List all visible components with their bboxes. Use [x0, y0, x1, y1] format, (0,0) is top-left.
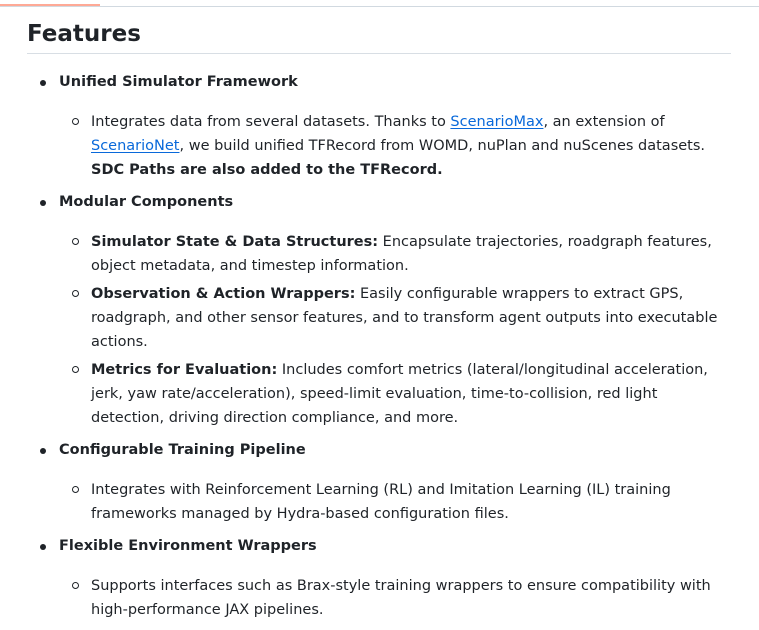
disc-bullet-icon — [40, 448, 46, 454]
scenarionet-link[interactable]: ScenarioNet — [91, 138, 180, 154]
sub-item — [59, 478, 731, 526]
sub-item-text: , an extension of — [543, 114, 665, 130]
feature-item — [27, 190, 731, 430]
sub-item-label: Observation & Action Wrappers: — [91, 286, 356, 302]
feature-item — [27, 534, 731, 622]
feature-sublist — [59, 574, 731, 622]
disc-bullet-icon — [40, 544, 46, 550]
scenariomax-link[interactable]: ScenarioMax — [450, 114, 544, 130]
feature-item — [27, 438, 731, 526]
sub-item-text: Easily configurable wrappers to extract GPS, roadgraph, and other sensor features, and to transform agent outputs into executable actions. — [91, 286, 718, 350]
feature-title: Configurable Training Pipeline — [59, 442, 306, 458]
circle-bullet-icon — [72, 486, 79, 493]
sub-item — [59, 574, 731, 622]
sub-item — [59, 358, 731, 430]
sub-item-text: Integrates data from several datasets. Thanks to — [91, 114, 451, 130]
feature-sublist — [59, 230, 731, 430]
circle-bullet-icon — [72, 238, 79, 245]
sub-item-text: Encapsulate trajectories, roadgraph features, object metadata, and timestep information. — [91, 234, 712, 274]
circle-bullet-icon — [72, 118, 79, 125]
circle-bullet-icon — [72, 582, 79, 589]
top-divider — [0, 6, 759, 7]
feature-sublist — [59, 110, 731, 182]
sub-item-label: Simulator State & Data Structures: — [91, 234, 379, 250]
feature-title: Modular Components — [59, 194, 234, 210]
features-list — [27, 70, 731, 622]
feature-sublist — [59, 478, 731, 526]
sub-item — [59, 110, 731, 182]
sub-item — [59, 282, 731, 354]
page-title: Features — [27, 18, 731, 54]
circle-bullet-icon — [72, 366, 79, 373]
feature-title: Flexible Environment Wrappers — [59, 538, 317, 554]
sub-item — [59, 230, 731, 278]
disc-bullet-icon — [40, 80, 46, 86]
sub-item-text: Includes comfort metrics (lateral/longitudinal acceleration, jerk, yaw rate/acceleration), speed-limit evaluation, time-to-collision, red light detection, driving direction compliance, and more. — [91, 362, 708, 426]
sub-item-text: Integrates with Reinforcement Learning (RL) and Imitation Learning (IL) training frameworks managed by Hydra-based configuration files. — [91, 482, 671, 522]
sub-item-text: , we build unified TFRecord from WOMD, nuPlan and nuScenes datasets. — [179, 138, 706, 154]
sub-item-text: Supports interfaces such as Brax-style training wrappers to ensure compatibility with high-performance JAX pipelines. — [91, 578, 711, 618]
readme-content — [27, 18, 731, 630]
disc-bullet-icon — [40, 200, 46, 206]
feature-title: Unified Simulator Framework — [59, 74, 298, 90]
feature-item — [27, 70, 731, 182]
circle-bullet-icon — [72, 290, 79, 297]
sub-item-emphasis: SDC Paths are also added to the TFRecord. — [91, 162, 443, 178]
sub-item-label: Metrics for Evaluation: — [91, 362, 278, 378]
